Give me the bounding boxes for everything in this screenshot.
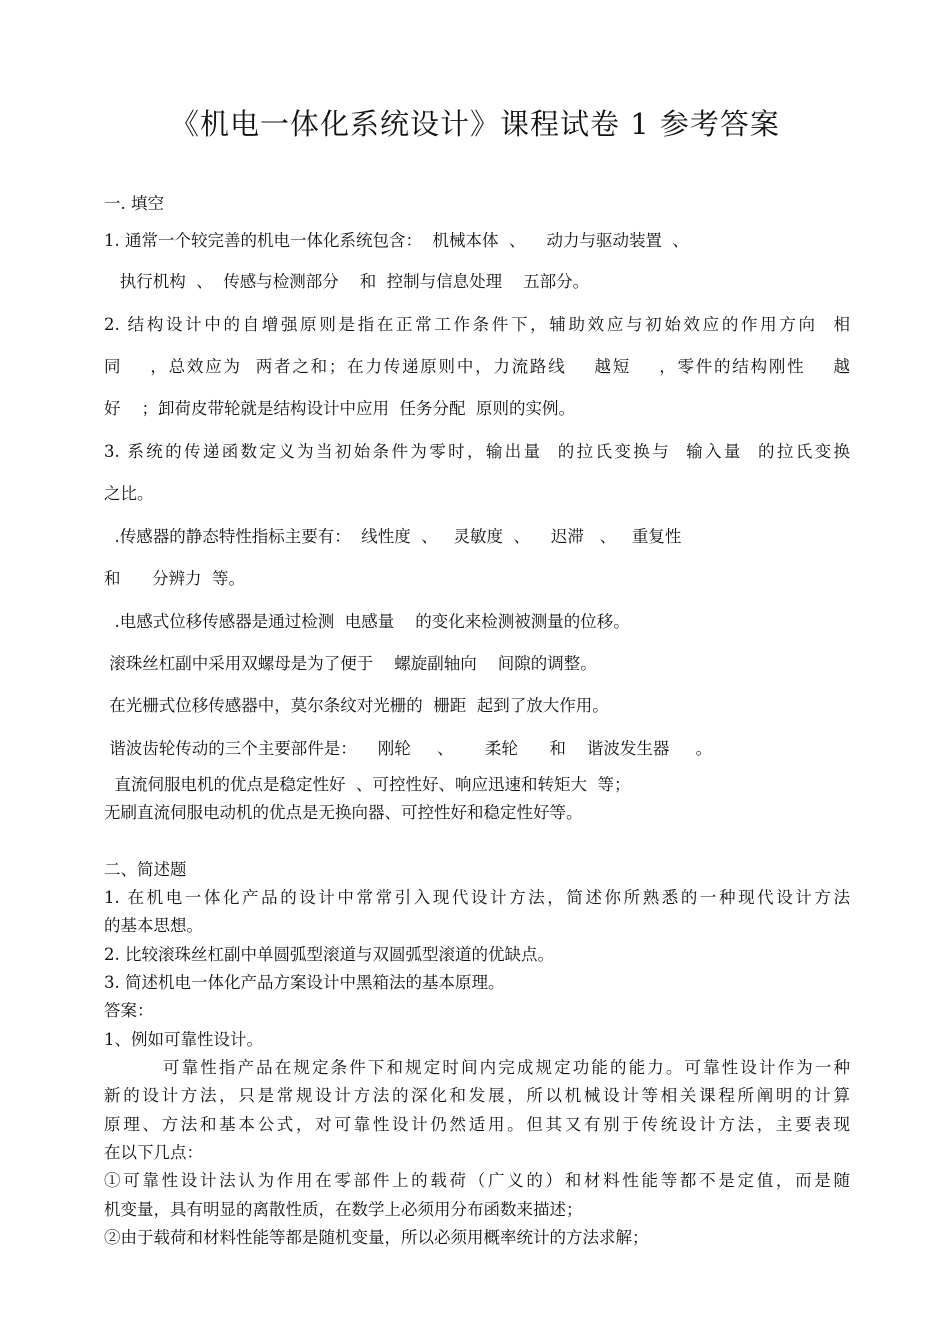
section-heading: 二、简述题 (104, 860, 187, 879)
text-line: 可靠性指产品在规定条件下和规定时间内完成规定功能的能力。可靠性设计作为一种 (104, 1058, 850, 1077)
text-line: 滚珠丝杠副中采用双螺母是为了便于 螺旋副轴向 间隙的调整。 (104, 654, 597, 673)
text-line: 直流伺服电机的优点是稳定性好 、可控性好、响应迅速和转矩大 等； (104, 775, 631, 794)
section-heading: 一. 填空 (104, 194, 164, 213)
text-line: ②由于载荷和材料性能等都是随机变量，所以必须用概率统计的方法求解； (104, 1228, 649, 1247)
text-line: 1、例如可靠性设计。 (104, 1030, 263, 1049)
text-line: 好 ；卸荷皮带轮就是结构设计中应用 任务分配 原则的实例。 (104, 399, 575, 418)
text-line: 3. 简述机电一体化产品方案设计中黑箱法的基本原理。 (104, 973, 505, 992)
text-line: 2. 结构设计中的自增强原则是指在正常工作条件下，辅助效应与初始效应的作用方向 相 (104, 315, 850, 334)
text-line: 同 ，总效应为 两者之和；在力传递原则中，力流路线 越短 ，零件的结构刚性 越 (104, 357, 850, 376)
text-line: 3. 系统的传递函数定义为当初始条件为零时，输出量 的拉氏变换与 输入量 的拉氏变换 (104, 442, 850, 461)
text-line: 无刷直流伺服电动机的优点是无换向器、可控性好和稳定性好等。 (104, 803, 583, 822)
text-line: 谐波齿轮传动的三个主要部件是： 刚轮 、 柔轮 和 谐波发生器 。 (104, 739, 713, 758)
text-line: 1. 在机电一体化产品的设计中常常引入现代设计方法，简述你所熟悉的一种现代设计方法 (104, 888, 850, 907)
text-line: 在以下几点： (104, 1143, 203, 1162)
text-line: 执行机构 、 传感与检测部分 和 控制与信息处理 五部分。 (104, 272, 590, 291)
page-title: 《机电一体化系统设计》课程试卷 1 参考答案 (170, 107, 780, 141)
text-line: 机变量，具有明显的离散性质，在数学上必须用分布函数来描述； (104, 1200, 583, 1219)
text-line: 的基本思想。 (104, 916, 203, 935)
text-line: .传感器的静态特性指标主要有： 线性度 、 灵敏度 、 迟滞 、 重复性 (104, 527, 682, 546)
text-line: 在光栅式位移传感器中，莫尔条纹对光栅的 栅距 起到了放大作用。 (104, 696, 609, 715)
text-line: 1. 通常一个较完善的机电一体化系统包含： 机械本体 、 动力与驱动装置 、 (104, 231, 689, 250)
text-line: 之比。 (104, 484, 154, 503)
text-line: 新的设计方法，只是常规设计方法的深化和发展，所以机械设计等相关课程所阐明的计算 (104, 1086, 850, 1105)
text-line: 答案： (104, 1001, 154, 1020)
text-line: 2. 比较滚珠丝杠副中单圆弧型滚道与双圆弧型滚道的优缺点。 (104, 945, 554, 964)
text-line: .电感式位移传感器是通过检测 电感量 的变化来检测被测量的位移。 (104, 612, 630, 631)
text-line: 原理、方法和基本公式，对可靠性设计仍然适用。但其又有别于传统设计方法，主要表现 (104, 1115, 850, 1134)
text-line: ①可靠性设计法认为作用在零部件上的载荷（广义的）和材料性能等都不是定值，而是随 (104, 1171, 850, 1190)
text-line: 和 分辨力 等。 (104, 569, 245, 588)
